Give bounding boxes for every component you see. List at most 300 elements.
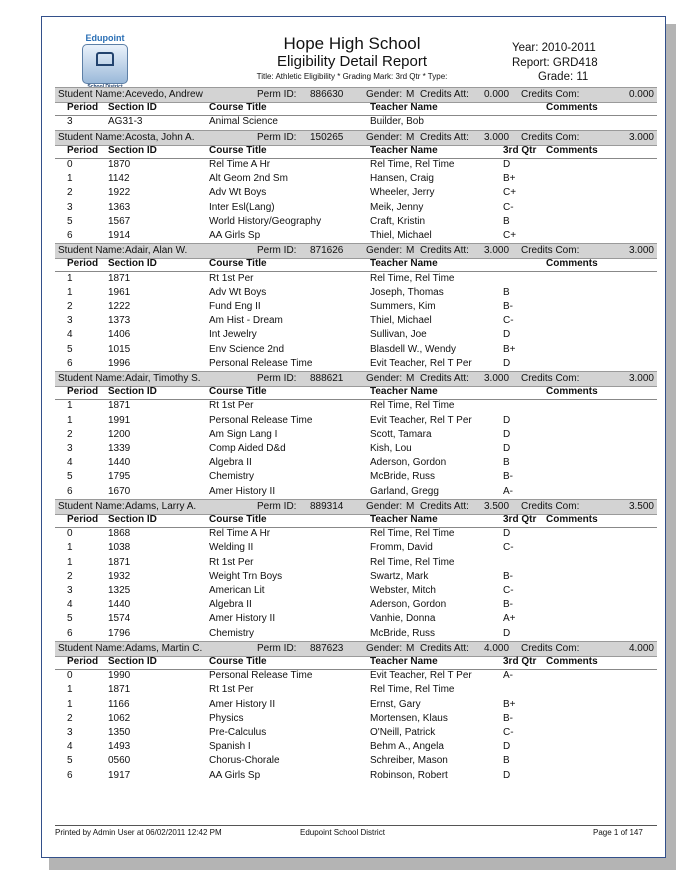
teacher-name: Rel Time, Rel Time [370, 400, 455, 412]
course-title: Amer History II [209, 485, 276, 497]
perm-id-label: Perm ID: [257, 131, 297, 143]
credits-com: 3.500 [628, 500, 654, 512]
grade-mark: D [503, 769, 511, 781]
section-id: AG31-3 [108, 116, 143, 128]
grade-mark: C+ [503, 230, 517, 241]
teacher-name: Meik, Jenny [370, 201, 424, 213]
grade-mark: B- [503, 471, 513, 483]
course-title: Spanish I [209, 741, 251, 753]
period: 1 [67, 542, 73, 554]
course-row [55, 215, 657, 229]
column-header-row [55, 385, 657, 400]
perm-id-label: Perm ID: [257, 500, 297, 512]
perm-id: 886630 [310, 89, 344, 100]
course-row [55, 272, 657, 286]
section-id: 1038 [108, 542, 131, 554]
teacher-name: Evit Teacher, Rel T Per [370, 357, 472, 369]
grade-mark: B [503, 755, 510, 767]
credits-com: 3.000 [628, 373, 654, 384]
period: 0 [67, 670, 73, 682]
student-name-label: Student Name: [58, 642, 125, 654]
course-title: Personal Release Time [209, 414, 313, 426]
period: 1 [67, 698, 73, 710]
teacher-name: Blasdell W., Wendy [370, 343, 456, 355]
credits-com-label: Credits Com: [521, 373, 580, 384]
grade-mark: A- [503, 485, 513, 497]
grade-mark: D [503, 159, 511, 170]
teacher-name: Aderson, Gordon [370, 599, 447, 611]
period: 2 [67, 428, 73, 440]
teacher-name: Webster, Mitch [370, 585, 436, 596]
course-row [55, 172, 657, 186]
teacher-name: Rel Time, Rel Time [370, 272, 455, 284]
period: 5 [67, 215, 73, 227]
grade-mark: B- [503, 570, 513, 582]
column-header-row [55, 257, 657, 272]
grade-mark: B+ [503, 343, 516, 355]
section-id: 1870 [108, 159, 131, 170]
course-row [55, 442, 657, 456]
gender: M [406, 500, 415, 512]
col-period: Period [67, 514, 99, 525]
course-title: Alt Geom 2nd Sm [209, 173, 288, 185]
course-row [55, 627, 657, 641]
teacher-name: Mortensen, Klaus [370, 712, 448, 724]
section-id: 1996 [108, 357, 131, 369]
student-name-label: Student Name: [58, 131, 125, 143]
period: 6 [67, 357, 73, 369]
credits-att: 0.000 [484, 89, 510, 100]
section-id: 1363 [108, 201, 131, 213]
period: 6 [67, 485, 73, 497]
col-section-id: Section ID [108, 386, 157, 398]
credits-att-label: Credits Att: [420, 131, 469, 143]
course-title: Rt 1st Per [209, 400, 254, 412]
period: 2 [67, 187, 73, 199]
col-period: Period [67, 386, 99, 398]
grade-mark: D [503, 443, 511, 454]
col-period: Period [67, 102, 99, 114]
section-id: 1142 [108, 173, 130, 185]
course-row [55, 343, 657, 357]
course-row [55, 556, 657, 570]
column-header-row [55, 655, 657, 670]
section-id: 1868 [108, 528, 131, 540]
column-header-row [55, 513, 657, 528]
course-row [55, 186, 657, 200]
perm-id: 888621 [310, 373, 344, 384]
period: 3 [67, 116, 73, 128]
teacher-name: Garland, Gregg [370, 485, 439, 497]
report-page [41, 16, 666, 858]
period: 0 [67, 528, 73, 540]
perm-id-label: Perm ID: [257, 89, 297, 100]
course-title: Animal Science [209, 116, 278, 128]
column-header-row [55, 144, 657, 159]
section-id: 1871 [108, 684, 131, 696]
period: 3 [67, 315, 73, 327]
period: 5 [67, 755, 73, 767]
grade-mark: D [503, 329, 511, 341]
grade-mark: B- [503, 712, 513, 724]
grade-mark: D [503, 414, 511, 426]
period: 1 [67, 684, 73, 696]
col-teacher-name: Teacher Name [370, 656, 438, 667]
grade-mark: D [503, 528, 511, 540]
period: 6 [67, 230, 73, 241]
section-id: 1373 [108, 315, 131, 327]
course-row [55, 769, 657, 783]
section-id: 1795 [108, 471, 131, 483]
col-course-title: Course Title [209, 258, 267, 270]
col-section-id: Section ID [108, 656, 157, 667]
teacher-name: Aderson, Gordon [370, 457, 447, 469]
credits-att: 4.000 [484, 642, 510, 654]
col-comments: Comments [546, 144, 598, 156]
course-row [55, 598, 657, 612]
perm-id-label: Perm ID: [257, 245, 297, 257]
teacher-name: Hansen, Craig [370, 173, 434, 185]
section-id: 0560 [108, 755, 131, 767]
credits-att-label: Credits Att: [420, 642, 469, 654]
perm-id: 871626 [310, 245, 344, 257]
course-row [55, 328, 657, 342]
section-id: 1871 [108, 556, 131, 568]
col-period: Period [67, 258, 99, 270]
section-id: 1990 [108, 670, 131, 682]
teacher-name: Evit Teacher, Rel T Per [370, 414, 472, 426]
teacher-name: Vanhie, Donna [370, 613, 436, 625]
period: 3 [67, 727, 73, 738]
col-section-id: Section ID [108, 144, 157, 156]
course-row [55, 485, 657, 499]
course-title: Rt 1st Per [209, 272, 254, 284]
course-title: Adv Wt Boys [209, 286, 267, 298]
col-mark: 3rd Qtr [503, 656, 537, 667]
teacher-name: Evit Teacher, Rel T Per [370, 670, 472, 682]
credits-att-label: Credits Att: [420, 373, 469, 384]
course-title: Int Jewelry [209, 329, 257, 341]
student-name: Acevedo, Andrew [125, 89, 203, 100]
gender: M [406, 131, 415, 143]
credits-com-label: Credits Com: [521, 131, 580, 143]
section-id: 1914 [108, 230, 131, 241]
gender: M [406, 89, 415, 100]
course-title: Personal Release Time [209, 670, 313, 682]
perm-id: 887623 [310, 642, 344, 654]
course-title: Pre-Calculus [209, 727, 267, 738]
school-name: Hope High School [283, 34, 421, 53]
period: 3 [67, 443, 73, 454]
grade-mark: B- [503, 599, 513, 611]
student-name: Acosta, John A. [125, 131, 195, 143]
period: 5 [67, 343, 73, 355]
perm-id: 150265 [310, 131, 344, 143]
section-id: 1991 [108, 414, 131, 426]
gender-label: Gender: [366, 131, 403, 143]
section-id: 1350 [108, 727, 131, 738]
course-title: Chemistry [209, 471, 255, 483]
course-row [55, 399, 657, 413]
col-course-title: Course Title [209, 656, 267, 667]
course-title: Am Sign Lang I [209, 428, 278, 440]
course-title: Algebra II [209, 599, 252, 611]
col-teacher-name: Teacher Name [370, 102, 438, 114]
grade-mark: B [503, 286, 510, 298]
col-teacher-name: Teacher Name [370, 514, 438, 525]
grade-mark: C- [503, 727, 514, 738]
grade-mark: A+ [503, 613, 516, 625]
course-title: Comp Aided D&d [209, 443, 286, 454]
grade-mark: B [503, 215, 510, 227]
period: 1 [67, 556, 73, 568]
book-icon [96, 52, 114, 66]
course-title: Rel Time A Hr [209, 528, 271, 540]
period: 1 [67, 286, 73, 298]
credits-att: 3.000 [484, 373, 510, 384]
course-title: Physics [209, 712, 244, 724]
teacher-name: McBride, Russ [370, 627, 436, 639]
printed-by: Printed by Admin User at 06/02/2011 12:42 PM [55, 828, 222, 837]
teacher-name: Scott, Tamara [370, 428, 432, 440]
district-logo [78, 33, 132, 91]
period: 4 [67, 741, 73, 753]
credits-com: 3.000 [628, 131, 654, 143]
credits-att-label: Credits Att: [420, 245, 469, 257]
grade-mark: C- [503, 201, 514, 213]
course-title: Chorus-Chorale [209, 755, 280, 767]
course-row [55, 570, 657, 584]
col-teacher-name: Teacher Name [370, 386, 438, 398]
teacher-name: Sullivan, Joe [370, 329, 427, 341]
period: 3 [67, 201, 73, 213]
period: 1 [67, 173, 73, 185]
teacher-name: Builder, Bob [370, 116, 424, 128]
section-id: 1917 [108, 769, 131, 781]
course-row [55, 527, 657, 541]
section-id: 1871 [108, 272, 131, 284]
credits-com-label: Credits Com: [521, 89, 580, 100]
teacher-name: Rel Time, Rel Time [370, 159, 455, 170]
grade-mark: D [503, 627, 511, 639]
course-title: Amer History II [209, 698, 276, 710]
section-id: 1062 [108, 712, 131, 724]
course-row [55, 115, 657, 129]
perm-id: 889314 [310, 500, 344, 512]
course-row [55, 754, 657, 768]
section-id: 1222 [108, 301, 131, 312]
grade-mark: A- [503, 670, 513, 682]
course-row [55, 314, 657, 328]
course-title: Algebra II [209, 457, 252, 469]
gender-label: Gender: [366, 245, 403, 257]
grade-mark: B+ [503, 173, 516, 185]
course-row [55, 357, 657, 371]
credits-att: 3.000 [484, 245, 510, 257]
section-id: 1567 [108, 215, 131, 227]
period: 0 [67, 159, 73, 170]
grade-mark: C- [503, 585, 514, 596]
student-name-label: Student Name: [58, 500, 125, 512]
credits-com: 3.000 [628, 245, 654, 257]
grade-mark: B+ [503, 698, 516, 710]
credits-att-label: Credits Att: [420, 500, 469, 512]
grade-mark: B [503, 457, 510, 469]
section-id: 1670 [108, 485, 131, 497]
course-title: Welding II [209, 542, 254, 554]
column-header-row [55, 101, 657, 116]
section-id: 1493 [108, 741, 131, 753]
teacher-name: Robinson, Robert [370, 769, 448, 781]
credits-com-label: Credits Com: [521, 245, 580, 257]
section-id: 1440 [108, 457, 131, 469]
section-id: 1200 [108, 428, 131, 440]
grade-mark: D [503, 428, 511, 440]
course-row [55, 612, 657, 626]
gender-label: Gender: [366, 373, 403, 384]
course-row [55, 470, 657, 484]
course-title: Chemistry [209, 627, 255, 639]
section-id: 1932 [108, 570, 131, 582]
course-row [55, 414, 657, 428]
col-teacher-name: Teacher Name [370, 144, 438, 156]
teacher-name: Swartz, Mark [370, 570, 429, 582]
course-row [55, 683, 657, 697]
perm-id-label: Perm ID: [257, 373, 297, 384]
course-row [55, 428, 657, 442]
section-id: 1922 [108, 187, 131, 199]
col-section-id: Section ID [108, 514, 157, 525]
credits-att-label: Credits Att: [420, 89, 469, 100]
gender-label: Gender: [366, 500, 403, 512]
gender: M [406, 373, 415, 384]
col-comments: Comments [546, 102, 598, 114]
teacher-name: Schreiber, Mason [370, 755, 448, 767]
teacher-name: Thiel, Michael [370, 230, 432, 241]
gender-label: Gender: [366, 89, 403, 100]
section-id: 1796 [108, 627, 131, 639]
course-title: AA Girls Sp [209, 769, 261, 781]
course-row [55, 740, 657, 754]
course-row [55, 726, 657, 740]
logo-icon [82, 44, 128, 84]
student-name-label: Student Name: [58, 89, 125, 100]
section-id: 1406 [108, 329, 131, 341]
col-section-id: Section ID [108, 258, 157, 270]
col-comments: Comments [546, 258, 598, 270]
grade-mark: C- [503, 315, 514, 327]
report-title: Eligibility Detail Report [276, 53, 428, 70]
teacher-name: Behm A., Angela [370, 741, 444, 753]
logo-text: Edupoint [85, 33, 125, 43]
section-id: 1440 [108, 599, 131, 611]
teacher-name: Kish, Lou [370, 443, 412, 454]
credits-att: 3.000 [484, 131, 510, 143]
student-name: Adair, Alan W. [125, 245, 188, 257]
col-course-title: Course Title [209, 102, 267, 114]
report-parameters: Title: Athletic Eligibility * Grading Mark: 3rd Qtr * Type: [256, 72, 448, 81]
course-row [55, 698, 657, 712]
section-id: 1574 [108, 613, 131, 625]
teacher-name: Wheeler, Jerry [370, 187, 435, 199]
teacher-name: Fromm, David [370, 542, 433, 554]
district-name: Edupoint School District [300, 828, 385, 837]
period: 4 [67, 457, 73, 469]
course-title: Rel Time A Hr [209, 159, 271, 170]
period: 1 [67, 400, 73, 412]
course-row [55, 229, 657, 243]
page-number: Page 1 of 147 [593, 828, 643, 837]
col-course-title: Course Title [209, 386, 267, 398]
period: 2 [67, 712, 73, 724]
gender-label: Gender: [366, 642, 403, 654]
credits-com-label: Credits Com: [521, 642, 580, 654]
course-row [55, 712, 657, 726]
col-period: Period [67, 656, 99, 667]
credits-com-label: Credits Com: [521, 500, 580, 512]
course-title: Amer History II [209, 613, 276, 625]
perm-id-label: Perm ID: [257, 642, 297, 654]
teacher-name: Summers, Kim [370, 301, 436, 312]
period: 3 [67, 585, 73, 596]
col-period: Period [67, 144, 99, 156]
course-row [55, 300, 657, 314]
teacher-name: McBride, Russ [370, 471, 436, 483]
teacher-name: Thiel, Michael [370, 315, 432, 327]
student-name-label: Student Name: [58, 245, 125, 257]
period: 2 [67, 301, 73, 312]
course-title: Adv Wt Boys [209, 187, 267, 199]
col-section-id: Section ID [108, 102, 157, 114]
student-name: Adams, Martin C. [125, 642, 203, 654]
course-row [55, 541, 657, 555]
course-title: Personal Release Time [209, 357, 313, 369]
report-id: Report: GRD418 [512, 57, 598, 69]
gender: M [406, 642, 415, 654]
course-title: Fund Eng II [209, 301, 261, 312]
student-name: Adair, Timothy S. [125, 373, 201, 384]
col-mark: 3rd Qtr [503, 144, 537, 156]
teacher-name: Joseph, Thomas [370, 286, 444, 298]
school-year: Year: 2010-2011 [512, 42, 596, 54]
page-footer [55, 825, 657, 838]
course-title: Env Science 2nd [209, 343, 285, 355]
grade-mark: C+ [503, 187, 517, 199]
grade-mark: D [503, 357, 511, 369]
period: 1 [67, 272, 73, 284]
course-row [55, 456, 657, 470]
credits-att: 3.500 [484, 500, 510, 512]
grade-mark: D [503, 741, 511, 753]
student-name-label: Student Name: [58, 373, 125, 384]
col-comments: Comments [546, 656, 598, 667]
period: 5 [67, 471, 73, 483]
period: 4 [67, 599, 73, 611]
course-row [55, 669, 657, 683]
section-id: 1166 [108, 698, 130, 710]
course-title: Am Hist - Dream [209, 315, 283, 327]
teacher-name: O'Neill, Patrick [370, 727, 436, 738]
course-row [55, 286, 657, 300]
period: 6 [67, 627, 73, 639]
grade-mark: B- [503, 301, 513, 312]
period: 4 [67, 329, 73, 341]
period: 5 [67, 613, 73, 625]
section-id: 1871 [108, 400, 131, 412]
credits-com: 0.000 [628, 89, 654, 100]
course-title: Weight Trn Boys [209, 570, 283, 582]
col-course-title: Course Title [209, 514, 267, 525]
